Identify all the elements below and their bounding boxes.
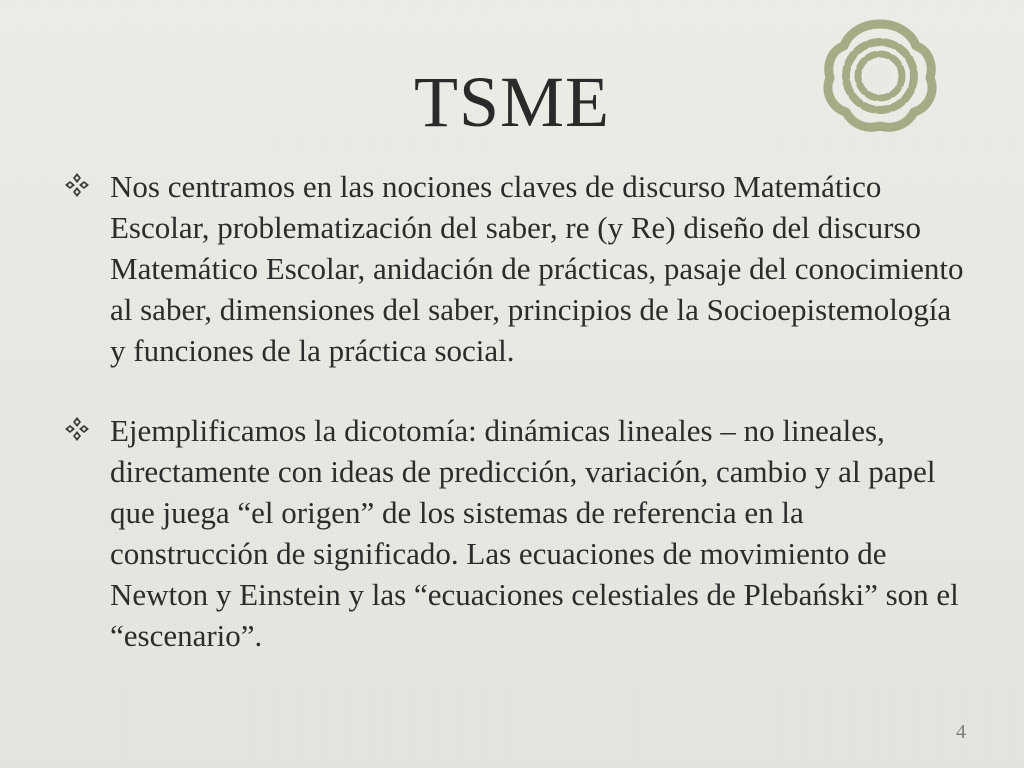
page-number: 4 [956,721,966,743]
bullet-item [64,166,964,371]
bullet-text: Ejemplificamos la dicotomía: dinámicas lineales – no lineales, directamente con ideas de predicción, variación, cambio y al papel que juega “el origen” de los sistemas de referencia en la construcción de significado. Las ecuaciones de movimiento de Newton y Einstein y las “ecuaciones celestiales de Plebański” son el “escenario”. [110,413,959,653]
bullet-text: Nos centramos en las nociones claves de discurso Matemático Escolar, problematización del saber, re (y Re) diseño del discurso Matemático Escolar, anidación de prácticas, pasaje del conocimiento al saber, dimensiones del saber, principios de la Socioepistemología y funciones de la práctica social. [110,169,964,368]
bullet-list [64,166,964,656]
slide-title: TSME [413,62,611,142]
four-diamond-bullet-icon [64,172,90,198]
bullet-item [64,410,964,656]
four-diamond-bullet-icon [64,416,90,442]
